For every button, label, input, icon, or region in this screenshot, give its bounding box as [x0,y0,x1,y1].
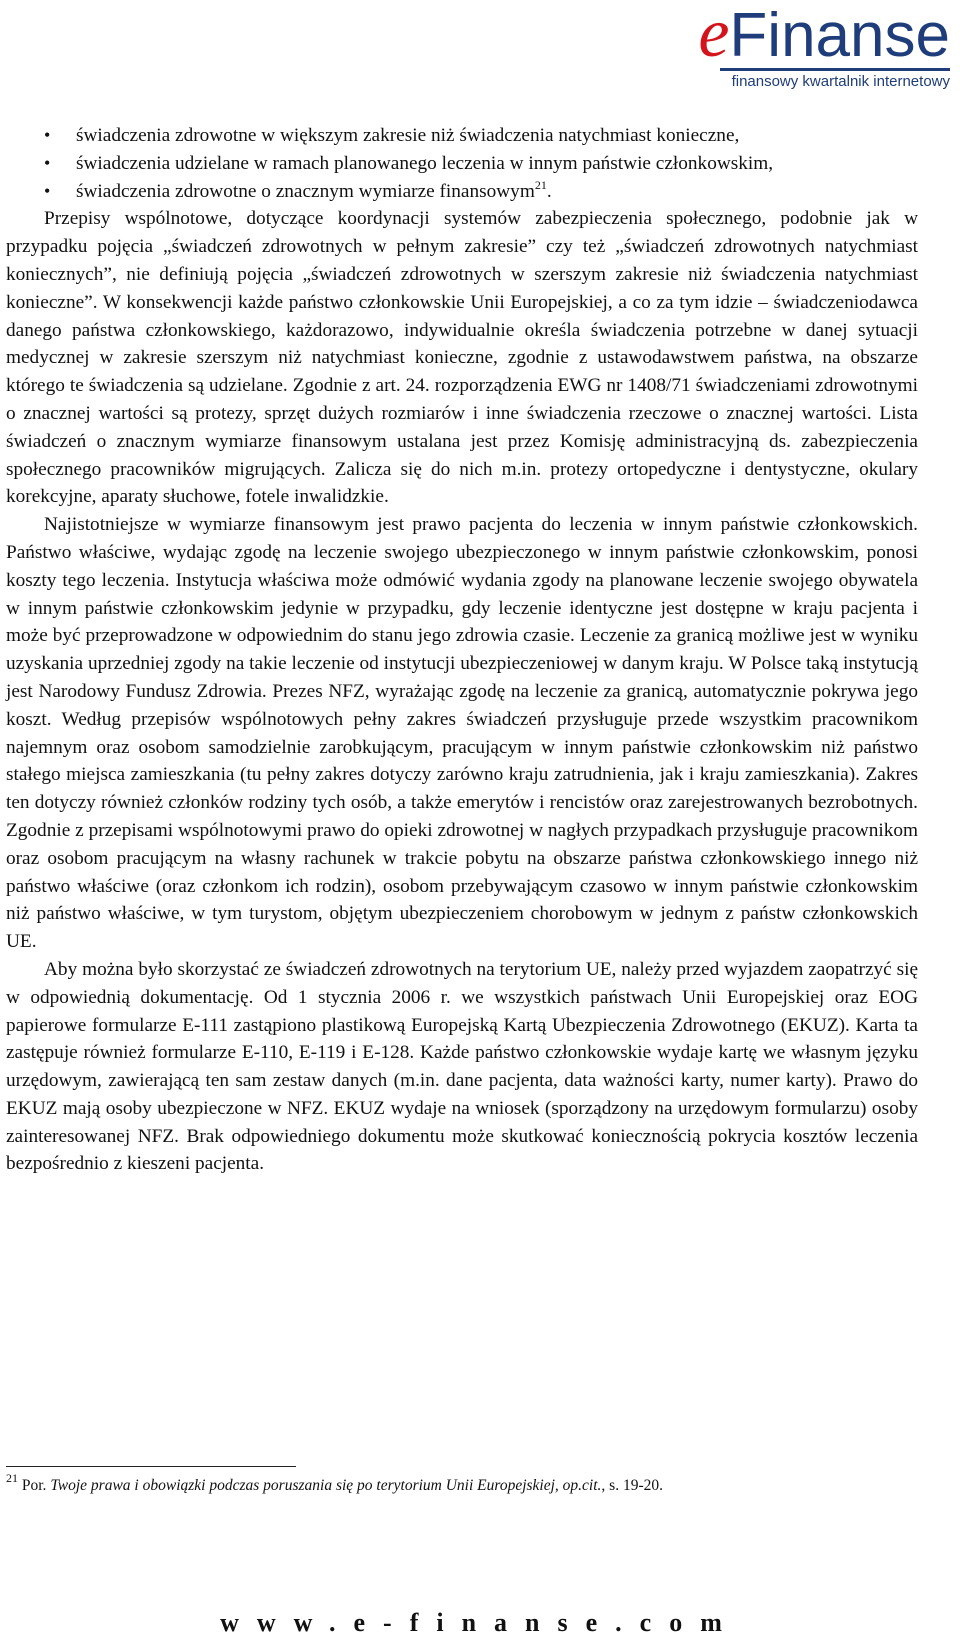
logo-wordmark: eFinanse [698,0,950,72]
logo-tagline: finansowy kwartalnik internetowy [731,73,950,90]
body-text [6,122,918,1178]
list-item: • świadczenia zdrowotne o znacznym wymiarze finansowym$^{21}$. [6,178,918,206]
footer-url[interactable]: www.e-finanse.com [220,1608,740,1637]
footnote: $^{21}$ Por. Twoje prawa i obowiązki podczas poruszania się po terytorium Unii Europejskiej, op.cit., s. 19-20. [6,1471,663,1494]
paragraph: Najistotniejsze w wymiarze finansowym jest prawo pacjenta do leczenia w innym państwie członkowskich. Państwo właściwe, wydając zgodę na leczenie swojego ubezpieczonego w innym państwie członkowskim, ponosi koszty tego leczenia. Instytucja właściwa może odmówić wydania zgody na planowane leczenie swojego obywatela w innym państwie członkowskim jedynie w przypadku, gdy leczenie identyczne jest dostępne w kraju pacjenta i może być przeprowadzone w odpowiednim do stanu jego zdrowia czasie. Leczenie za granicą możliwe jest w wyniku uzyskania uprzedniej zgody na takie leczenie od instytucji ubezpieczeniowej w danym kraju. W Polsce taką instytucją jest Narodowy Fundusz Zdrowia. Prezes NFZ, wyrażając zgodę na leczenie za granicą, automatycznie pokrywa jego koszt. Według przepisów wspólnotowych pełny zakres świadczeń przysługuje przede wszystkim pracownikom najemnym oraz osobom samodzielnie zarobkującym, pracującym w innym państwie członkowskim niż państwo stałego miejsca zamieszkania (tu pełny zakres dotyczy zarówno kraju zatrudnienia, jak i kraju zamieszkania). Zakres ten dotyczy również członków rodziny tych osób, a także emerytów i rencistów oraz zarejestrowanych bezrobotnych. Zgodnie z przepisami wspólnotowymi prawo do opieki zdrowotnej w nagłych przypadkach przysługuje pracownikom oraz osobom pracującym na własny rachunek w trakcie pobytu na obszarze państwa członkowskiego innego niż państwo właściwe (oraz członkom ich rodzin), osobom przebywającym czasowo w innym państwie członkowskim niż państwo właściwe, w tym turystom, objętym ubezpieczeniem chorobowym w jednym z państw członkowskich UE. [6,514,918,953]
footnote-title: Twoje prawa i obowiązki podczas poruszania się po terytorium Unii Europejskiej, op.cit. [50,1477,602,1494]
efinanse-logo [660,2,950,91]
list-item: • świadczenia zdrowotne w większym zakresie niż świadczenia natychmiast konieczne, [6,122,918,150]
footnote-separator [6,1466,296,1467]
list-item: • świadczenia udzielane w ramach planowanego leczenia w innym państwie członkowskim, [6,150,918,178]
paragraph: Aby można było skorzystać ze świadczeń zdrowotnych na terytorium UE, należy przed wyjazdem zaopatrzyć się w odpowiednią dokumentację. Od 1 stycznia 2006 r. we wszystkich państwach Unii Europejskiej oraz EOG papierowe formularze E-111 zastąpiono plastikową Europejską Kartą Ubezpieczenia Zdrowotnego (EKUZ). Karta ta zastępuje również formularze E-110, E-119 i E-128. Każde państwo członkowskie wydaje kartę we własnym języku urzędowym, zawierającą ten sam zestaw danych (m.in. dane pacjenta, data ważności karty, numer karty). Prawo do EKUZ mają osoby ubezpieczone w NFZ. EKUZ wydaje na wniosek (sporządzony na urzędowym formularzu) osoby zainteresowanej NFZ. Brak odpowiedniego dokumentu może skutkować koniecznością pokrycia kosztów leczenia bezpośrednio z kieszeni pacjenta. [6,958,918,1175]
footnote-number: 21 [6,1471,18,1485]
bullet-list [6,122,918,205]
footnote-ref[interactable]: 21 [534,177,547,192]
paragraph: Przepisy wspólnotowe, dotyczące koordynacji systemów zabezpieczenia społecznego, podobnie jak w przypadku pojęcia „świadczeń zdrowotnych w pełnym zakresie” czy też „świadczeń zdrowotnych natychmiast koniecznych”, nie definiują pojęcia „świadczeń zdrowotnych w szerszym zakresie niż świadczenia natychmiast konieczne”. W konsekwencji każde państwo członkowskie Unii Europejskiej, a co za tym idzie – świadczeniodawca danego państwa członkowskiego, każdorazowo, indywidualnie określa świadczenia potrzebne w danej sytuacji medycznej w zakresie szerszym niż natychmiast konieczne, zgodnie z ustawodawstwem państwa, na obszarze którego te świadczenia są udzielane. Zgodnie z art. 24. rozporządzenia EWG nr 1408/71 świadczeniami zdrowotnymi o znacznej wartości są protezy, sprzęt dużych rozmiarów i inne świadczenia rzeczowe o znacznej wartości. Lista świadczeń o znacznym wymiarze finansowym ustalana jest przez Komisję administracyjną ds. zabezpieczenia społecznego pracowników migrujących. Zalicza się do nich m.in. protezy ortopedyczne i dentystyczne, okulary korekcyjne, aparaty słuchowe, fotele inwalidzkie. [6,208,918,508]
